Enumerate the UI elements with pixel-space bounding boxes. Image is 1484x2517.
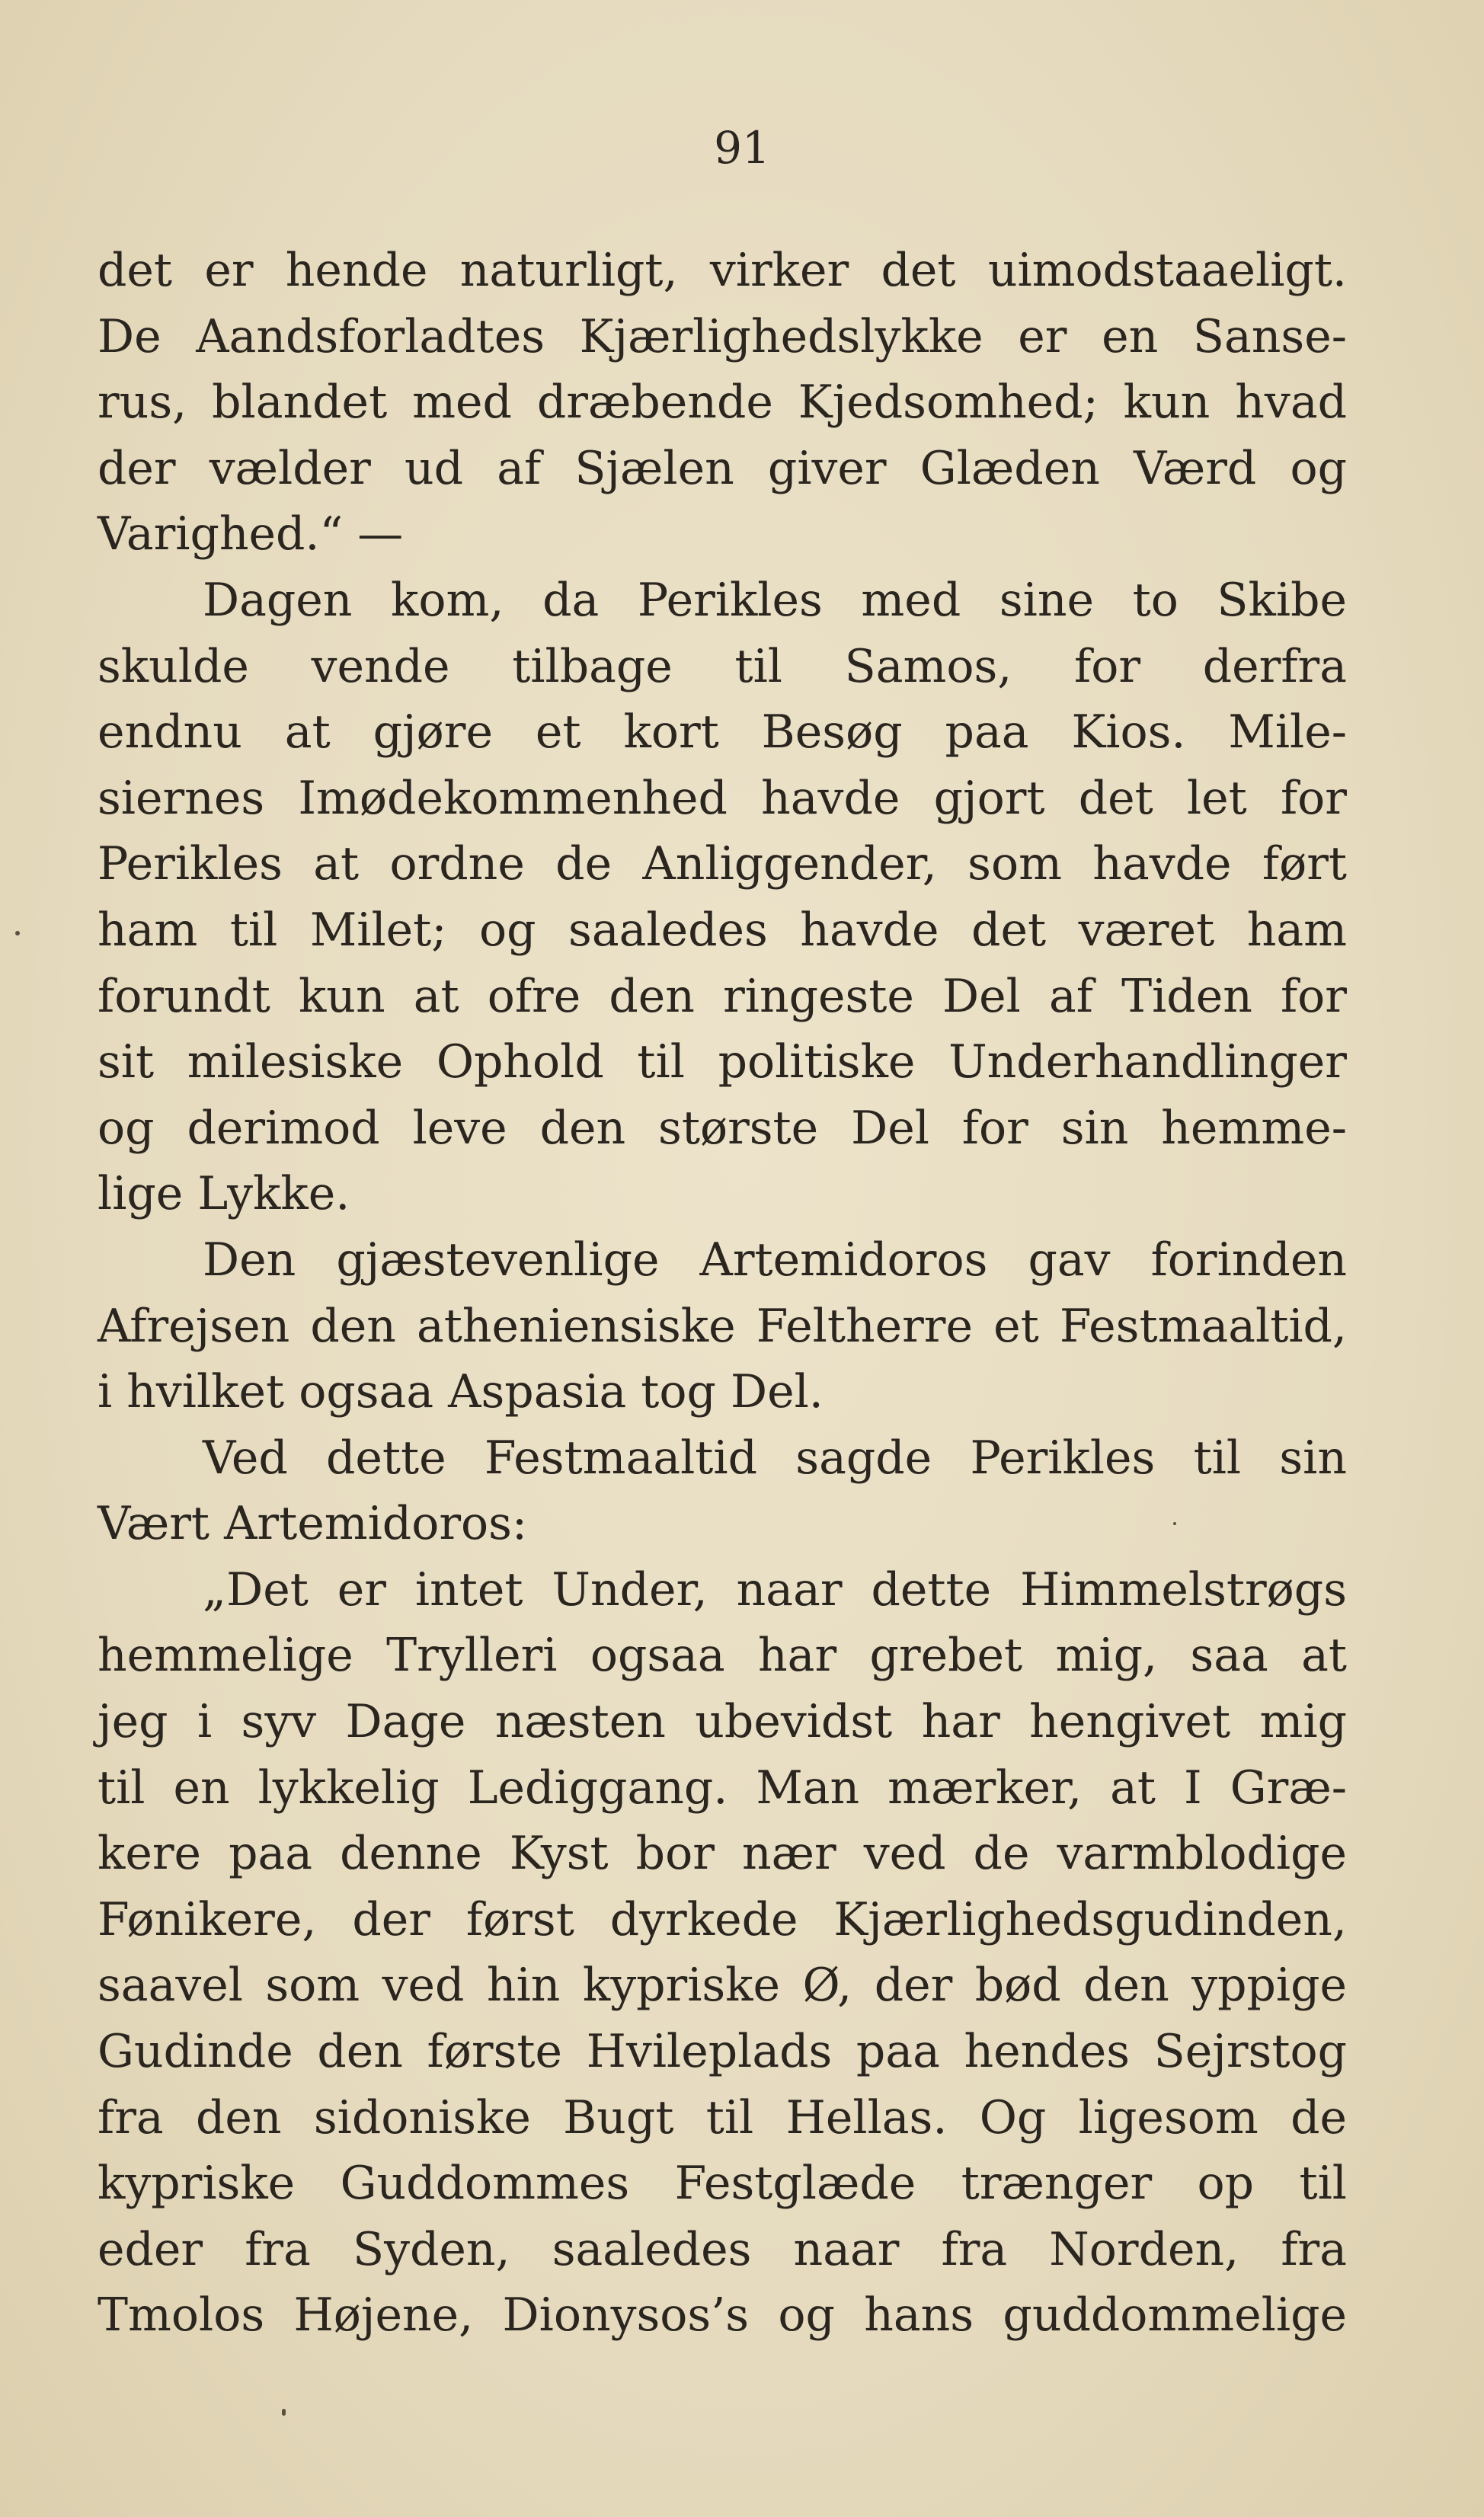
paper-speck <box>282 2409 286 2416</box>
text-line: forundt kun at ofre den ringeste Del af Tiden for <box>98 969 1347 1023</box>
text-line: rus, blandet med dræbende Kjedsomhed; kun hvad <box>98 376 1347 430</box>
text-line: lige Lykke. <box>98 1167 350 1221</box>
text-line: De Aandsforladtes Kjærlighedslykke er en Sanse- <box>98 309 1347 363</box>
text-line: og derimod leve den største Del for sin hemme- <box>98 1101 1347 1155</box>
text-line: Perikles at ordne de Anliggender, som havde ført <box>98 837 1347 891</box>
text-line: Fønikere, der først dyrkede Kjærlighedsgudinden, <box>98 1892 1347 1946</box>
text-line: hemmelige Trylleri ogsaa har grebet mig, saa at <box>98 1629 1347 1683</box>
text-line: til en lykkelig Lediggang. Man mærker, at I Græ- <box>98 1761 1347 1815</box>
text-line: Varighed.“ — <box>98 507 404 561</box>
text-line: der vælder ud af Sjælen giver Glæden Værd og <box>98 441 1347 495</box>
text-line: endnu at gjøre et kort Besøg paa Kios. Mile- <box>98 705 1347 760</box>
text-line: kere paa denne Kyst bor nær ved de varmblodige <box>98 1827 1347 1881</box>
text-line: saavel som ved hin kypriske Ø, der bød den yppige <box>98 1959 1347 2013</box>
text-line: fra den sidoniske Bugt til Hellas. Og ligesom de <box>98 2090 1347 2144</box>
text-line: sit milesiske Ophold til politiske Underhandlinger <box>98 1035 1347 1089</box>
page-number: 91 <box>714 122 770 174</box>
text-line: eder fra Syden, saaledes naar fra Norden, fra <box>98 2222 1347 2276</box>
text-line: Afrejsen den atheniensiske Feltherre et Festmaaltid, <box>98 1299 1347 1353</box>
paper-speck <box>1173 1522 1176 1525</box>
text-line: Den gjæstevenlige Artemidoros gav forinden <box>203 1233 1347 1287</box>
text-line: kypriske Guddommes Festglæde trænger op til <box>98 2157 1347 2211</box>
text-line: Dagen kom, da Perikles med sine to Skibe <box>203 573 1347 627</box>
text-line: Ved dette Festmaaltid sagde Perikles til sin <box>203 1431 1347 1485</box>
text-line: Tmolos Højene, Dionysos’s og hans guddommelige <box>98 2288 1347 2343</box>
text-line: Gudinde den første Hvileplads paa hendes Sejrstog <box>98 2025 1347 2079</box>
text-line: Vært Artemidoros: <box>98 1497 528 1551</box>
text-line: „Det er intet Under, naar dette Himmelstrøgs <box>203 1562 1347 1617</box>
paper-speck <box>15 931 20 935</box>
text-line: det er hende naturligt, virker det uimodstaaeligt. <box>98 244 1347 297</box>
text-line: ham til Milet; og saaledes havde det været ham <box>98 903 1347 957</box>
text-line: skulde vende tilbage til Samos, for derfra <box>98 639 1347 693</box>
text-line: siernes Imødekommenhed havde gjort det let for <box>98 771 1347 825</box>
text-line: i hvilket ogsaa Aspasia tog Del. <box>98 1365 824 1419</box>
text-line: jeg i syv Dage næsten ubevidst har hengivet mig <box>98 1695 1347 1749</box>
body-text <box>98 238 1347 2349</box>
